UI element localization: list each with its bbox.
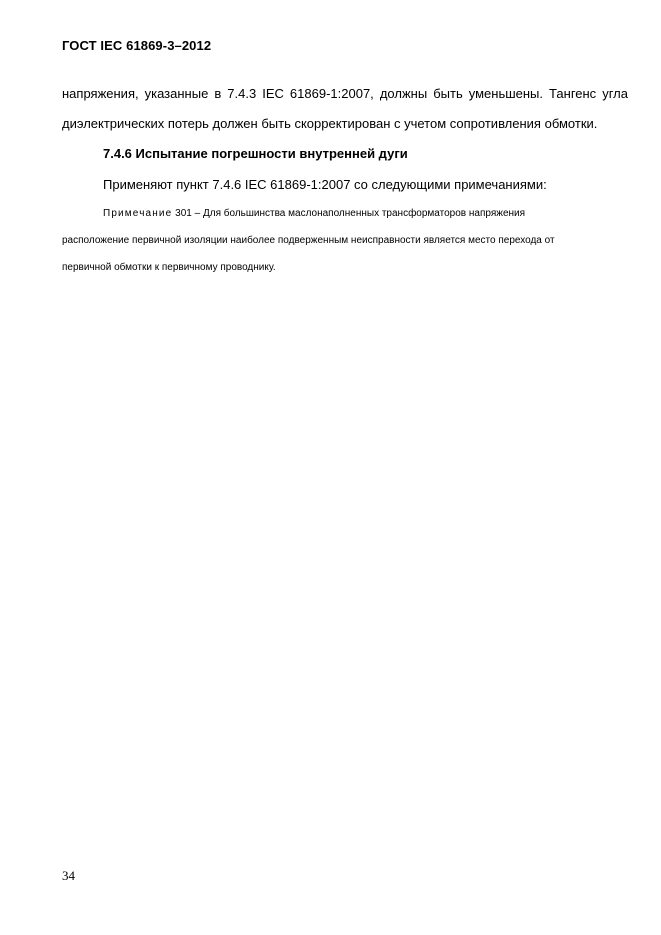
note-label: Примечание (103, 208, 173, 219)
document-header: ГОСТ IEC 61869-3–2012 (62, 38, 212, 53)
paragraph-line-2: диэлектрических потерь должен быть скорректирован с учетом сопротивления обмотки. (62, 116, 598, 131)
note-line-1 (103, 208, 525, 219)
note-line-2: расположение первичной изоляции наиболее подверженным неисправности является место перехода от (62, 235, 555, 246)
section-text: Применяют пункт 7.4.6 IEC 61869-1:2007 со следующими примечаниями: (103, 177, 547, 192)
section-heading: 7.4.6 Испытание погрешности внутренней дуги (103, 146, 408, 161)
note-line-3: первичной обмотки к первичному проводнику. (62, 262, 276, 273)
page-number: 34 (62, 868, 75, 883)
paragraph-line-1: напряжения, указанные в 7.4.3 IEC 61869-1:2007, должны быть уменьшены. Тангенс угла (62, 86, 628, 101)
note-text-1: 301 – Для большинства маслонаполненных трансформаторов напряжения (175, 208, 526, 219)
